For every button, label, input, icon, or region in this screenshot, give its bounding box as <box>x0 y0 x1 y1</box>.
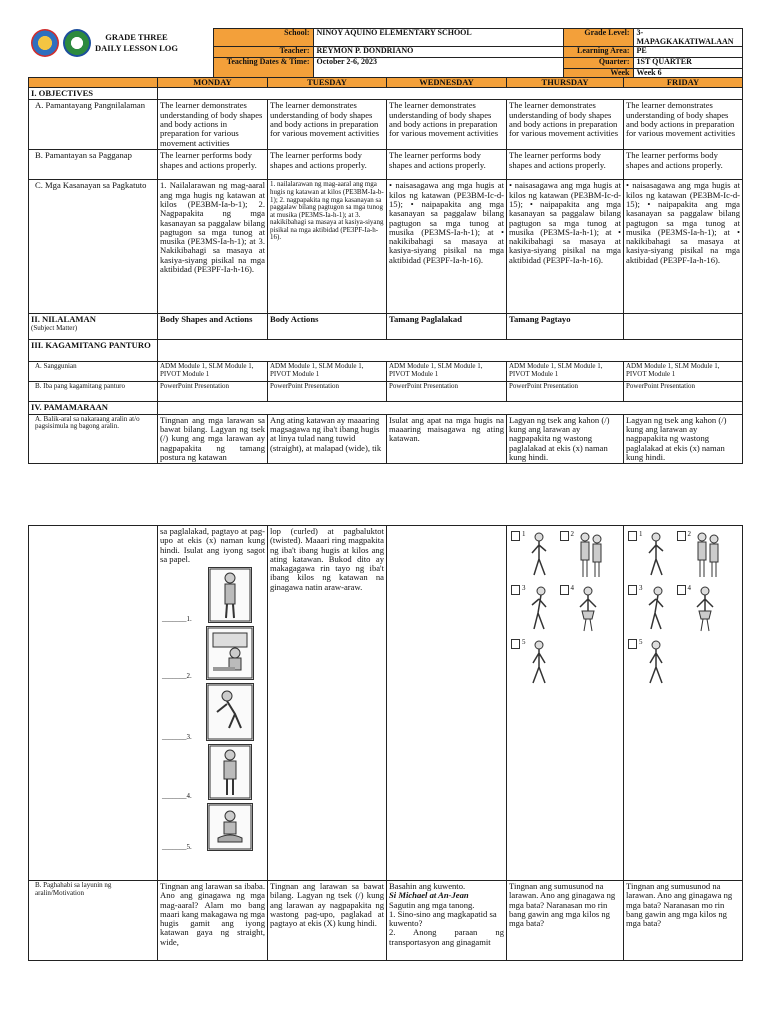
wed-questions-intro: Sagutin ang mga tanong. <box>389 899 475 910</box>
quarter-value: 1ST QUARTER <box>633 58 742 69</box>
school-value: NINOY AQUINO ELEMENTARY SCHOOL <box>313 29 563 47</box>
objectives-c-thu: • naisasagawa ang mga hugis at kilos ng katawan (PE3BM-Ic-d-15); • naipapakita ang mga kasanayan sa paggalaw bilang pagtugon sa mga tunog at musika (PE3MS-Ia-h-1); at • nakikibahagi sa masaya at kasiya-siyang pisikal na mga aktibidad (PE3PF-Ia-h-16). <box>507 180 624 314</box>
objectives-c-wed: • naisasagawa ang mga hugis at kilos ng katawan (PE3BM-Ic-d-15); • naipapakita ang mga kasanayan sa paggalaw bilang pagtugon sa mga tunog at musika (PE3MS-Ia-h-1); at • nakikibahagi sa masaya at kasiya-siyang pisikal na mga aktibidad (PE3PF-Ia-h-16). <box>387 180 507 314</box>
pamamaraan-b-label: B. Paghahabi sa layunin ng aralin/Motivation <box>29 881 158 961</box>
tuesday-continued: lop (curled) at pagbaluktot (twisted). Maaari ring magpakita ng iba't ibang hugis at kilos ang ating katawan. Bukod dito ay makagagawa rin tayo ng iba't ibang kilos ng katawan na ginagawa natin araw-araw. <box>268 526 387 881</box>
objectives-b-fri: The learner performs body shapes and actions properly. <box>624 150 743 180</box>
day-wednesday: WEDNESDAY <box>387 78 507 88</box>
pamamaraan-b-fri: Tingnan ang sumusunod na larawan. Ano ang ginagawa ng mga bata? Naranasan mo rin bang gawin ang mga kilos ng mga bata? <box>624 881 743 961</box>
checkbox-thu-4[interactable] <box>560 585 569 595</box>
checkbox-fri-1[interactable] <box>628 531 637 541</box>
pamamaraan-b-thu: Tingnan ang sumusunod na larawan. Ano ang ginagawa ng mga bata? Naranasan mo rin bang gawin ang mga kilos ng mga bata? <box>507 881 624 961</box>
header-table <box>28 28 743 80</box>
posture-item-5 <box>162 803 265 851</box>
checkbox-fri-2[interactable] <box>677 531 686 541</box>
walk-fig-fri-4: 4 <box>677 585 718 633</box>
story-title: Si Michael at An-Jean <box>389 890 469 901</box>
area-label: Learning Area: <box>563 47 633 58</box>
girl-walking-icon <box>576 585 600 633</box>
walk-fig-fri-2: 2 <box>677 531 724 579</box>
kagamitan-a-label: A. Sanggunian <box>29 362 158 382</box>
nilalaman-thu: Tamang Pagtayo <box>507 314 624 340</box>
walk-fig-thu-3: 3 <box>511 585 550 633</box>
checkbox-thu-5[interactable] <box>511 639 520 649</box>
header-logos <box>28 29 213 69</box>
grade-label: Grade Level: <box>563 29 633 47</box>
answer-blank-1[interactable]: _______1. <box>162 614 192 623</box>
checkbox-fri-3[interactable] <box>628 585 637 595</box>
pamamaraan-b-wed <box>387 881 507 961</box>
day-monday: MONDAY <box>158 78 268 88</box>
pamamaraan-b-mon: Tingnan ang larawan sa ibaba. Ano ang ginagawa ng mga mag-aaral? Alam mo bang maari kang makagawa ng mga hugis gamit ang iyong katawan gaya ng straight, wide, <box>158 881 268 961</box>
figure-at-desk-icon <box>206 626 254 680</box>
figure-sitting-icon <box>207 803 253 851</box>
objectives-a-thu: The learner demonstrates understanding of body shapes and body actions in preparation for various movement activities <box>507 100 624 150</box>
days-header-row <box>29 78 743 88</box>
lesson-table-continued <box>28 525 743 961</box>
mon-cont-text: sa paglalakad, pagtayo at pag-upo at ekis (x) naman kung hindi. Isulat ang iyong sagot sa papel. <box>160 526 265 564</box>
kagamitan-a-mon: ADM Module 1, SLM Module 1, PIVOT Module 1 <box>158 362 268 382</box>
kagamitan-b-mon: PowerPoint Presentation <box>158 382 268 402</box>
boy-walking-icon <box>645 639 667 687</box>
walking-child-icon <box>528 531 550 579</box>
walk-fig-thu-5: 5 <box>511 639 550 687</box>
wed-question-1: 1. Sino-sino ang magkapatid sa kuwento? <box>389 908 497 929</box>
objectives-c-fri: • naisasagawa ang mga hugis at kilos ng katawan (PE3BM-Ic-d-15); • naipapakita ang mga kasanayan sa paggalaw bilang pagtugon sa mga tunog at musika (PE3MS-Ia-h-1); at • nakikibahagi sa masaya at kasiya-siyang pisikal na mga aktibidad (PE3PF-Ia-h-16). <box>624 180 743 314</box>
objectives-b-label: B. Pamantayan sa Pagganap <box>29 150 158 180</box>
objectives-b-mon: The learner performs body shapes and actions properly. <box>158 150 268 180</box>
nilalaman-sublabel: (Subject Matter) <box>31 323 78 332</box>
area-value: PE <box>633 47 742 58</box>
kagamitan-b-thu: PowerPoint Presentation <box>507 382 624 402</box>
pamamaraan-b-tue: Tingnan ang larawan sa bawat bilang. Lagyan ng tsek (/) kung ang larawan ay nagpapakita ng wastong pag-upo, paglakad at pagtayo at ekis (X) kung hindi. <box>268 881 387 961</box>
answer-blank-4[interactable]: _______4. <box>162 791 192 800</box>
nilalaman-fri <box>624 314 743 340</box>
day-tuesday: TUESDAY <box>268 78 387 88</box>
friday-figures <box>624 526 743 881</box>
figure-standing-icon <box>208 567 252 623</box>
pamamaraan-a-label: A. Balik-aral sa nakaraang aralin at/o pagsisimula ng bagong aralin. <box>29 414 158 463</box>
walking-child-icon <box>645 531 667 579</box>
answer-blank-3[interactable]: _______3. <box>162 732 192 741</box>
school-label: School: <box>213 29 313 47</box>
kagamitan-b-fri: PowerPoint Presentation <box>624 382 743 402</box>
pamamaraan-a-thu: Lagyan ng tsek ang kahon (/) kung ang larawan ay nagpapakita ng wastong paglalakad at ekis (x) naman kung hindi. <box>507 414 624 463</box>
pamamaraan-a-tue: Ang ating katawan ay maaaring magsagawa ng iba't ibang hugis at linya tulad nang tuwid (straight), at malapad (wide), tik <box>268 414 387 463</box>
posture-item-1 <box>162 567 265 623</box>
pamamaraan-a-fri: Lagyan ng tsek ang kahon (/) kung ang larawan ay nagpapakita ng wastong paglalakad at ekis (x) naman kung hindi. <box>624 414 743 463</box>
walk-fig-thu-4: 4 <box>560 585 601 633</box>
leaning-child-icon <box>528 585 550 633</box>
thursday-figures <box>507 526 624 881</box>
dates-value: October 2-6, 2023 <box>313 58 563 80</box>
kagamitan-a-wed: ADM Module 1, SLM Module 1, PIVOT Module 1 <box>387 362 507 382</box>
objectives-b-tue: The learner performs body shapes and actions properly. <box>268 150 387 180</box>
dates-label: Teaching Dates & Time: <box>213 58 313 80</box>
checkbox-fri-5[interactable] <box>628 639 637 649</box>
checkbox-thu-1[interactable] <box>511 531 520 541</box>
day-friday: FRIDAY <box>624 78 743 88</box>
objectives-b-thu: The learner performs body shapes and actions properly. <box>507 150 624 180</box>
boy-walking-icon <box>528 639 550 687</box>
pamamaraan-a-mon: Tingnan ang mga larawan sa bawat bilang. Lagyan ng tsek (/) kung ang mga larawan ay nagpapakita ng tamang postura ng katawan <box>158 414 268 463</box>
checkbox-fri-4[interactable] <box>677 585 686 595</box>
kagamitan-b-tue: PowerPoint Presentation <box>268 382 387 402</box>
objectives-a-wed: The learner demonstrates understanding of body shapes and body actions in preparation for various movement activities <box>387 100 507 150</box>
week-value: Week 6 <box>633 69 742 80</box>
walk-fig-fri-5: 5 <box>628 639 667 687</box>
objectives-a-tue: The learner demonstrates understanding of body shapes and body actions in preparation for various movement activities <box>268 100 387 150</box>
kagamitan-b-wed: PowerPoint Presentation <box>387 382 507 402</box>
answer-blank-2[interactable]: _______2. <box>162 671 192 680</box>
children-group-icon <box>693 531 723 579</box>
nilalaman-tue: Body Actions <box>268 314 387 340</box>
republic-seal-icon <box>63 29 91 57</box>
posture-item-3 <box>162 683 265 741</box>
walk-fig-fri-3: 3 <box>628 585 667 633</box>
leaning-child-icon <box>645 585 667 633</box>
quarter-label: Quarter: <box>563 58 633 69</box>
objectives-a-mon: The learner demonstrates understanding of body shapes and body actions in preparation for various movement activities <box>158 100 268 150</box>
lesson-table <box>28 77 743 464</box>
walk-fig-thu-1: 1 <box>511 531 550 579</box>
checkbox-thu-2[interactable] <box>560 531 569 541</box>
lesson-log-page-1 <box>0 0 768 470</box>
teacher-value: REYMON P. DONDRIANO <box>313 47 563 58</box>
page-title: GRADE THREE DAILY LESSON LOG <box>95 32 178 53</box>
objectives-c-tue: 1. nailalarawan ng mag-aaral ang mga hugis ng katawan at kilos (PE3BM-Ia-b-1); 2. nagpapakita ng mga kasanayan sa paggalaw bilang pagtugon sa mga tunog at musika (PE3MS-Ia-h-1); at 3. nakikibahagi sa masaya at kasiya-siyang pisikal na mga aktibidad (PE3PF-Ia-h-16). <box>268 180 387 314</box>
kagamitan-heading: III. KAGAMITANG PANTURO <box>29 340 158 362</box>
figure-bending-icon <box>206 683 254 741</box>
posture-item-4 <box>162 744 265 800</box>
nilalaman-mon: Body Shapes and Actions <box>158 314 268 340</box>
checkbox-thu-3[interactable] <box>511 585 520 595</box>
monday-continued <box>158 526 268 881</box>
grade-value: 3-MAPAGKAKATIWALAAN <box>633 29 742 47</box>
children-group-icon <box>576 531 606 579</box>
objectives-b-wed: The learner performs body shapes and actions properly. <box>387 150 507 180</box>
pamamaraan-a-wed: Isulat ang apat na mga hugis na maaaring maisagawa ng ating katawan. <box>387 414 507 463</box>
posture-item-2 <box>162 626 265 680</box>
wed-question-2: 2. Anong paraan ng transportasyon ang ginagamit <box>389 927 504 947</box>
walk-fig-thu-2: 2 <box>560 531 607 579</box>
teacher-label: Teacher: <box>213 47 313 58</box>
nilalaman-wed: Tamang Paglalakad <box>387 314 507 340</box>
objectives-c-label: C. Mga Kasanayan sa Pagkatuto <box>29 180 158 314</box>
nilalaman-label: II. NILALAMAN <box>31 314 96 325</box>
pamamaraan-heading: IV. PAMAMARAAN <box>29 402 158 414</box>
kagamitan-b-label: B. Iba pang kagamitang panturo <box>29 382 158 402</box>
answer-blank-5[interactable]: _______5. <box>162 842 192 851</box>
wed-instruction: Basahin ang kuwento. <box>389 881 466 891</box>
kagamitan-a-thu: ADM Module 1, SLM Module 1, PIVOT Module 1 <box>507 362 624 382</box>
kagamitan-a-tue: ADM Module 1, SLM Module 1, PIVOT Module 1 <box>268 362 387 382</box>
deped-seal-icon <box>31 29 59 57</box>
day-thursday: THURSDAY <box>507 78 624 88</box>
girl-walking-icon <box>693 585 717 633</box>
objectives-c-mon: 1. Nailalarawan ng mag-aaral ang mga hugis ng katawan at kilos (PE3BM-Ia-b-1); 2. Nagpapakita ng mga kasanayan sa paggalaw bilang pagtugon sa mga tunog at musika (PE3MS-Ia-h-1); at 3. Nakikibahagi sa masaya at kasiya-siyang pisikal na mga aktibidad (PE3PF-Ia-h-16). <box>158 180 268 314</box>
walk-fig-fri-1: 1 <box>628 531 667 579</box>
week-label: Week <box>563 69 633 80</box>
figure-upright-icon <box>208 744 252 800</box>
kagamitan-a-fri: ADM Module 1, SLM Module 1, PIVOT Module 1 <box>624 362 743 382</box>
objectives-heading: I. OBJECTIVES <box>29 88 158 100</box>
lesson-log-page-2 <box>0 525 768 1024</box>
objectives-a-fri: The learner demonstrates understanding of body shapes and body actions in preparation for various movement activities <box>624 100 743 150</box>
objectives-a-label: A. Pamantayang Pangnilalaman <box>29 100 158 150</box>
